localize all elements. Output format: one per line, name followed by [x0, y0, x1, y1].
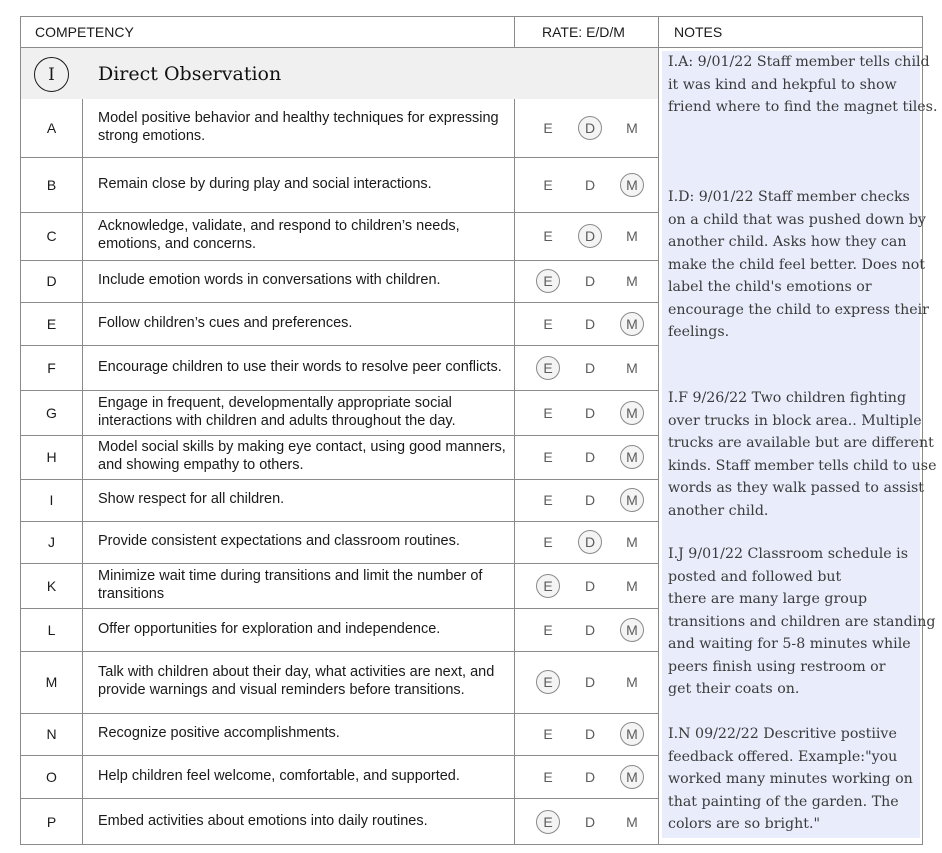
rating-option-m[interactable]: M [626, 273, 638, 289]
rating-option-e[interactable]: E [543, 726, 553, 742]
rating-options [526, 563, 652, 608]
notes-panel [662, 51, 938, 838]
header-notes: NOTES [674, 24, 723, 40]
note-line: friend where to find the magnet tiles. [668, 99, 938, 115]
table-row [21, 798, 658, 846]
rating-option-e[interactable]: E [536, 670, 560, 694]
row-letter: C [46, 228, 57, 244]
competency-table [20, 16, 938, 845]
rating-options [526, 260, 652, 302]
note-line: that painting of the garden. The [668, 793, 899, 810]
row-letter: B [46, 176, 57, 193]
note-entry [668, 387, 937, 522]
rating-option-m[interactable]: M [620, 488, 644, 512]
rating-options [526, 713, 652, 755]
note-line: posted and followed but [668, 568, 842, 585]
table-row [21, 390, 658, 435]
rating-option-m[interactable]: M [620, 618, 644, 642]
rating-option-e[interactable]: E [536, 356, 560, 380]
rating-option-d[interactable]: D [584, 492, 596, 508]
competency-text: Help children feel welcome, comfortable, and supported. [98, 767, 460, 784]
note-line: there are many large group [668, 591, 868, 607]
note-line: words as they walk passed to assist [668, 480, 924, 496]
section-header [21, 48, 658, 99]
letter-column-divider [82, 99, 83, 844]
rating-option-d[interactable]: D [578, 116, 602, 140]
row-letter: J [48, 534, 55, 550]
rating-options [526, 651, 652, 713]
table-row [21, 755, 658, 798]
note-line: it was kind and hekpful to show [668, 76, 897, 93]
rating-option-e[interactable]: E [543, 228, 553, 244]
rating-option-d[interactable]: D [584, 577, 596, 594]
competency-text: Remain close by during play and social interactions. [98, 175, 432, 192]
note-line: I.D: 9/01/22 Staff member checks [668, 189, 910, 205]
rating-option-d[interactable]: D [584, 359, 596, 376]
table-row [21, 521, 658, 563]
rating-option-e[interactable]: E [536, 574, 560, 598]
row-letter: N [46, 726, 57, 742]
rating-option-e[interactable]: E [543, 176, 553, 193]
rating-option-d[interactable]: D [584, 768, 596, 785]
rating-option-m[interactable]: M [620, 173, 644, 197]
rating-option-m[interactable]: M [626, 120, 638, 136]
rating-option-d[interactable]: D [584, 726, 596, 742]
rating-option-m[interactable]: M [620, 722, 644, 746]
rating-options [526, 345, 652, 390]
row-letter: O [46, 768, 57, 785]
rating-option-e[interactable]: E [536, 810, 560, 834]
rating-options [526, 608, 652, 651]
rating-option-e[interactable]: E [543, 768, 553, 785]
rate-column-divider [514, 99, 515, 844]
rating-option-m[interactable]: M [626, 814, 638, 830]
rating-option-e[interactable]: E [543, 315, 553, 332]
row-letter: P [46, 814, 57, 830]
rating-option-e[interactable]: E [543, 621, 553, 638]
competency-text: Embed activities about emotions into daily routines. [98, 813, 428, 830]
note-line: on a child that was pushed down by [668, 211, 926, 228]
rating-option-e[interactable]: E [543, 492, 553, 508]
competency-text: Acknowledge, validate, and respond to children’s needs, emotions, and concerns. [98, 218, 460, 252]
row-letter: D [46, 273, 57, 289]
table-row [21, 260, 658, 302]
competency-text: Minimize wait time during transitions and limit the number of transitions [98, 567, 483, 602]
competency-text: Recognize positive accomplishments. [98, 725, 340, 742]
section-title: Direct Observation [98, 63, 282, 85]
note-line: another child. [668, 502, 769, 519]
note-line: peers finish using restroom or [668, 658, 886, 675]
row-letter: E [46, 315, 57, 332]
table-row [21, 99, 658, 157]
rating-option-m[interactable]: M [626, 674, 638, 690]
competency-text: Encourage children to use their words to resolve peer conflicts. [98, 358, 502, 375]
table-row [21, 651, 658, 713]
rating-option-d[interactable]: D [584, 404, 596, 421]
rating-option-e[interactable]: E [543, 534, 553, 550]
note-line: get their coats on. [668, 681, 800, 697]
note-line: I.F 9/26/22 Two children fighting [668, 390, 907, 406]
table-row [21, 435, 658, 479]
rating-option-e[interactable]: E [543, 120, 553, 136]
rating-option-m[interactable]: M [626, 359, 638, 376]
row-letter: F [47, 359, 56, 376]
rating-option-m[interactable]: M [620, 445, 644, 469]
rating-option-d[interactable]: D [578, 530, 602, 554]
note-entry [668, 186, 929, 344]
rating-options [526, 212, 652, 260]
rating-option-m[interactable]: M [620, 312, 644, 336]
note-line: encourage the child to express their [668, 301, 929, 318]
rating-option-d[interactable]: D [584, 674, 596, 690]
note-line: I.N 09/22/22 Descritive postiive [668, 726, 897, 742]
table-row [21, 713, 658, 755]
competency-text: Model positive behavior and healthy techniques for expressing strong emotions. [98, 110, 499, 144]
competency-text: Follow children’s cues and preferences. [98, 314, 353, 331]
note-entry [668, 543, 936, 701]
rating-option-m[interactable]: M [626, 577, 638, 594]
table-row [21, 157, 658, 212]
note-entry [668, 723, 920, 836]
competency-text: Talk with children about their day, what activities are next, and provide warnings and visual reminders before transitions. [98, 664, 495, 698]
rating-options [526, 99, 652, 157]
table-row [21, 345, 658, 390]
rating-option-m[interactable]: M [620, 401, 644, 425]
competency-text: Model social skills by making eye contact, using good manners, and showing empathy to others. [98, 439, 506, 473]
note-line: and waiting for 5-8 minutes while [668, 636, 911, 652]
rating-options [526, 755, 652, 798]
rating-option-d[interactable]: D [584, 621, 596, 638]
row-letter: K [46, 577, 57, 594]
row-letter: A [46, 120, 57, 136]
rating-options [526, 479, 652, 521]
note-line: label the child's emotions or [668, 279, 872, 295]
note-line: make the child feel better. Does not [668, 256, 926, 273]
competency-text: Provide consistent expectations and classroom routines. [98, 533, 460, 550]
rating-option-m[interactable]: M [626, 228, 638, 244]
note-line: I.J 9/01/22 Classroom schedule is [668, 546, 908, 562]
notes-column-divider [658, 17, 659, 844]
rating-option-d[interactable]: D [584, 315, 596, 332]
rating-options [526, 157, 652, 212]
rating-option-e[interactable]: E [543, 449, 553, 465]
competency-text: Engage in frequent, developmentally appropriate social interactions with children and adults throughout the day. [98, 394, 456, 429]
rating-option-e[interactable]: E [536, 269, 560, 293]
table-row [21, 563, 658, 608]
rating-options [526, 521, 652, 563]
row-letter: I [49, 492, 54, 508]
note-line: feedback offered. Example:"you [668, 748, 898, 765]
rating-option-d[interactable]: D [584, 814, 596, 830]
competency-text: Offer opportunities for exploration and independence. [98, 620, 441, 637]
rating-options [526, 302, 652, 345]
row-letter: G [46, 404, 57, 421]
note-line: transitions and children are standing [668, 613, 936, 630]
note-line: kinds. Staff member tells child to use [668, 457, 937, 474]
competency-text: Show respect for all children. [98, 491, 285, 508]
note-line: trucks are available but are different [668, 435, 934, 451]
rating-option-d[interactable]: D [584, 449, 596, 465]
rating-option-d[interactable]: D [584, 176, 596, 193]
rating-option-e[interactable]: E [543, 404, 553, 421]
rating-options [526, 390, 652, 435]
row-letter: H [46, 449, 57, 465]
note-line: another child. Asks how they can [668, 234, 907, 250]
competency-text: Include emotion words in conversations with children. [98, 272, 441, 289]
row-letter: M [45, 674, 58, 690]
note-line: I.A: 9/01/22 Staff member tells child [668, 54, 930, 70]
table-row [21, 608, 658, 651]
rating-options [526, 798, 652, 846]
rate-header-divider [514, 17, 515, 48]
note-line: colors are so bright." [668, 816, 820, 832]
table-row [21, 302, 658, 345]
note-line: over trucks in block area.. Multiple [668, 412, 922, 429]
table-row [21, 479, 658, 521]
rating-option-d[interactable]: D [578, 224, 602, 248]
note-entry [668, 51, 938, 119]
table-row [21, 212, 658, 260]
rating-option-d[interactable]: D [584, 273, 596, 289]
header-rate: RATE: E/D/M [542, 24, 625, 40]
rating-option-m[interactable]: M [620, 765, 644, 789]
header-competency: COMPETENCY [35, 24, 134, 40]
rating-option-m[interactable]: M [626, 534, 638, 550]
row-letter: L [47, 621, 56, 638]
note-line: feelings. [668, 324, 730, 340]
note-line: worked many minutes working on [668, 771, 913, 787]
rating-options [526, 435, 652, 479]
section-numeral: I [34, 57, 69, 92]
